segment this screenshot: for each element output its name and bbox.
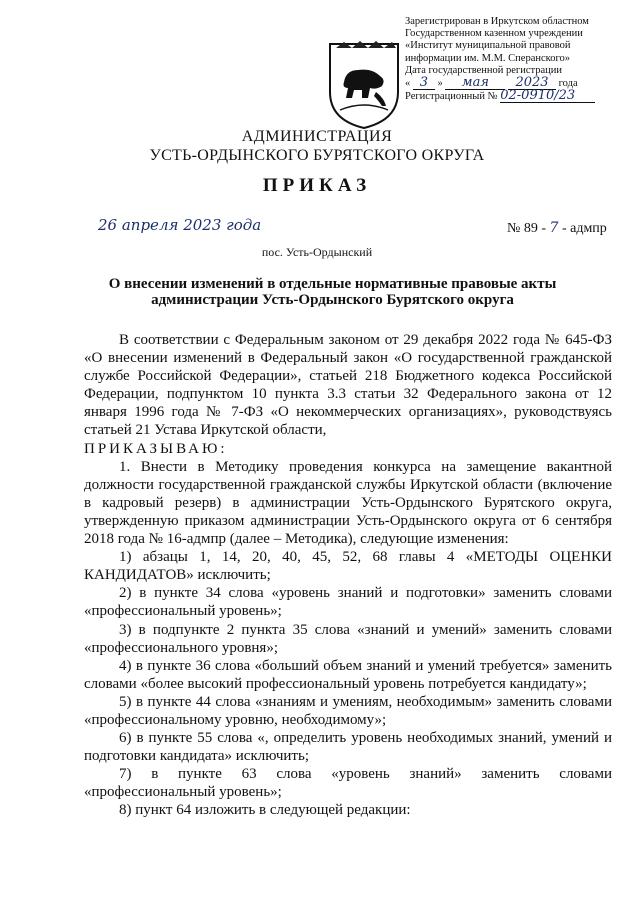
document-body <box>84 331 612 820</box>
stamp-line-5: Дата государственной регистрации <box>405 64 562 76</box>
subitem-8: 8) пункт 64 изложить в следующей редакции: <box>119 802 411 819</box>
document-place: пос. Усть-Ордынский <box>261 245 373 259</box>
stamp-line-2: Государственном казенном учреждении <box>405 28 583 40</box>
stamp-date-suffix: года <box>558 78 578 90</box>
stamp-line-1: Зарегистрирован в Иркутском областном <box>405 16 589 27</box>
document-date: 26 апреля 2023 года <box>98 216 262 234</box>
subitem-6: 6) в пункте 55 слова «, определить уровень необходимых знаний, умений и подготовки кандидата» исключить; <box>84 730 612 765</box>
org-name-line-1: АДМИНИСТРАЦИЯ <box>241 128 393 145</box>
subitem-7: 7) в пункте 63 слова «уровень знаний» заменить словами «профессиональный уровень»; <box>84 766 612 801</box>
stamp-date-open-quote: « <box>405 78 411 90</box>
stamp-registration-number <box>405 90 627 103</box>
item-1-paragraph: 1. Внести в Методику проведения конкурса на замещение вакантной должности государственной гражданской службы Иркутской области (включение в кадровый резерв) в администрации Усть-Ордынского Бурятского округа, утвержденную приказом администрации Усть-Ордынского округа от 6 сентября 2018 года № 16-адмпр (далее – Методика), следующие изменения: <box>84 458 612 548</box>
document-subject: О внесении изменений в отдельные нормативные правовые акты администрации Усть-Ордынского Бурятского округа <box>108 276 557 308</box>
document-number <box>507 220 607 237</box>
subitem-4: 4) в пункте 36 слова «больший объем знаний и умений требуется» заменить словами «более высокий профессиональный уровень потребуется кандидату»; <box>84 657 612 692</box>
stamp-number-label: Регистрационный № <box>405 91 498 103</box>
stamp-date-year: 2023 <box>508 77 556 90</box>
coat-of-arms-icon <box>326 40 402 132</box>
subitem-3: 3) в подпункте 2 пункта 35 слова «знаний и умений» заменить словами «профессионального уровня»; <box>84 621 612 656</box>
document-type-title: ПРИКАЗ <box>262 175 372 196</box>
stamp-date-day: 3 <box>413 77 435 90</box>
order-word: ПРИКАЗЫВАЮ: <box>84 440 228 457</box>
org-name-line-2: УСТЬ-ОРДЫНСКОГО БУРЯТСКОГО ОКРУГА <box>149 147 485 164</box>
stamp-line-3: «Институт муниципальной правовой <box>405 40 571 52</box>
document-number-prefix: № 89 - <box>507 221 547 236</box>
subitem-2: 2) в пункте 34 слова «уровень знаний и подготовки» заменить словами «профессиональный уровень»; <box>84 585 612 620</box>
subitem-5: 5) в пункте 44 слова «знаниям и умениям, необходимым» заменить словами «профессиональному уровню, необходимому»; <box>84 693 612 728</box>
registration-stamp <box>405 16 627 103</box>
document-number-suffix: - адмпр <box>561 221 607 236</box>
preamble-paragraph: В соответствии с Федеральным законом от 29 декабря 2022 года № 645-ФЗ «О внесении изменений в Федеральный закон «О государственной гражданской службе Российской Федерации», статьей 218 Бюджетного кодекса Российской Федерации, подпунктом 10 пункта 3.3 статьи 32 Федерального закона от 12 января 1996 года № 7-ФЗ «О некоммерческих организациях», руководствуясь статьей 21 Устава Иркутской области, <box>84 332 612 439</box>
stamp-line-4: информации им. М.М. Сперанского» <box>405 52 570 64</box>
stamp-date-close-quote: » <box>437 78 443 90</box>
document-number-handwritten: 7 <box>549 220 559 236</box>
subitem-1: 1) абзацы 1, 14, 20, 40, 45, 52, 68 главы 4 «МЕТОДЫ ОЦЕНКИ КАНДИДАТОВ» исключить; <box>84 549 612 584</box>
stamp-date-month: мая <box>445 77 505 90</box>
stamp-number-value: 02-0910/23 <box>500 90 595 103</box>
